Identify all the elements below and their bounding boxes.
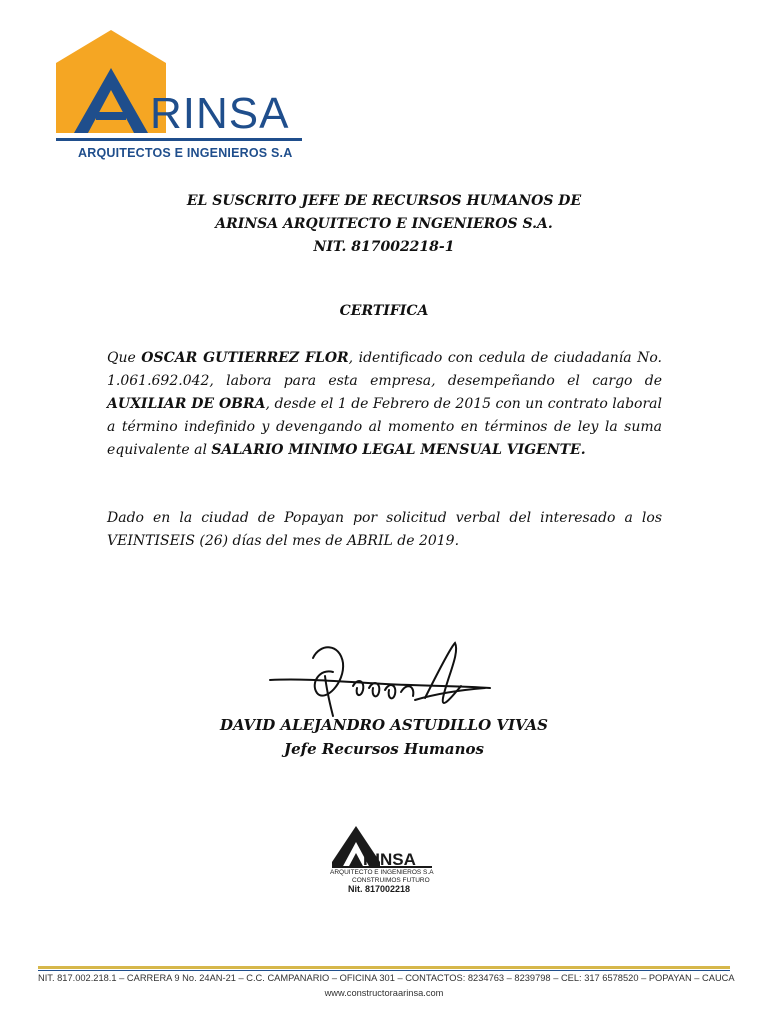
footer-website: www.constructoraarinsa.com bbox=[324, 988, 444, 998]
stamp-slogan: CONSTRUIMOS FUTURO bbox=[352, 877, 430, 884]
stamp-subtitle: ARQUITECTO E INGENIEROS S.A bbox=[330, 869, 434, 876]
text-segment: Que bbox=[107, 350, 142, 366]
salary-text: SALARIO MINIMO LEGAL MENSUAL VIGENTE. bbox=[211, 442, 586, 458]
header-line-2: ARINSA ARQUITECTO E INGENIEROS S.A. bbox=[215, 216, 553, 232]
header-line-1: EL SUSCRITO JEFE DE RECURSOS HUMANOS DE bbox=[186, 193, 582, 209]
certification-paragraph bbox=[107, 347, 662, 462]
signer-block bbox=[100, 713, 668, 761]
logo-wordmark: RINSA bbox=[150, 89, 290, 138]
signer-title: Jefe Recursos Humanos bbox=[284, 740, 484, 758]
stamp-wordmark: RINSA bbox=[363, 850, 416, 869]
footer-divider-secondary bbox=[38, 970, 730, 971]
signer-name: DAVID ALEJANDRO ASTUDILLO VIVAS bbox=[220, 716, 548, 734]
handwritten-signature bbox=[265, 638, 495, 718]
certifica-heading: CERTIFICA bbox=[339, 303, 429, 319]
text-segment: , identificado con cedula de ciudadanía No. 1.061.692.042, labora para esta empresa, desempeñando el cargo de bbox=[107, 350, 662, 389]
stamp-nit: Nit. 817002218 bbox=[348, 884, 411, 894]
logo-subtitle: ARQUITECTOS E INGENIEROS S.A bbox=[78, 146, 293, 160]
logo-underline bbox=[56, 138, 302, 141]
issuance-paragraph: Dado en la ciudad de Popayan por solicitud verbal del interesado a los VEINTISEIS (26) días del mes de ABRIL de 2019. bbox=[107, 510, 662, 549]
footer-divider bbox=[38, 966, 730, 969]
employee-role: AUXILIAR DE OBRA bbox=[107, 396, 266, 412]
footer-contact-line: NIT. 817.002.218.1 – CARRERA 9 No. 24AN-21 – C.C. CAMPANARIO – OFICINA 301 – CONTACTOS: 8234763 – 8239798 – CEL: 317 6578520 – POPAYAN – CAUCA bbox=[38, 973, 735, 983]
header-line-3: NIT. 817002218-1 bbox=[313, 239, 455, 255]
text-segment: , desde el 1 de Febrero de 2015 con un contrato laboral a término indefinido y devengando al momento en términos de ley la suma equivalente al bbox=[107, 396, 662, 458]
document-header bbox=[100, 190, 668, 259]
employee-name: OSCAR GUTIERREZ FLOR bbox=[141, 350, 349, 366]
